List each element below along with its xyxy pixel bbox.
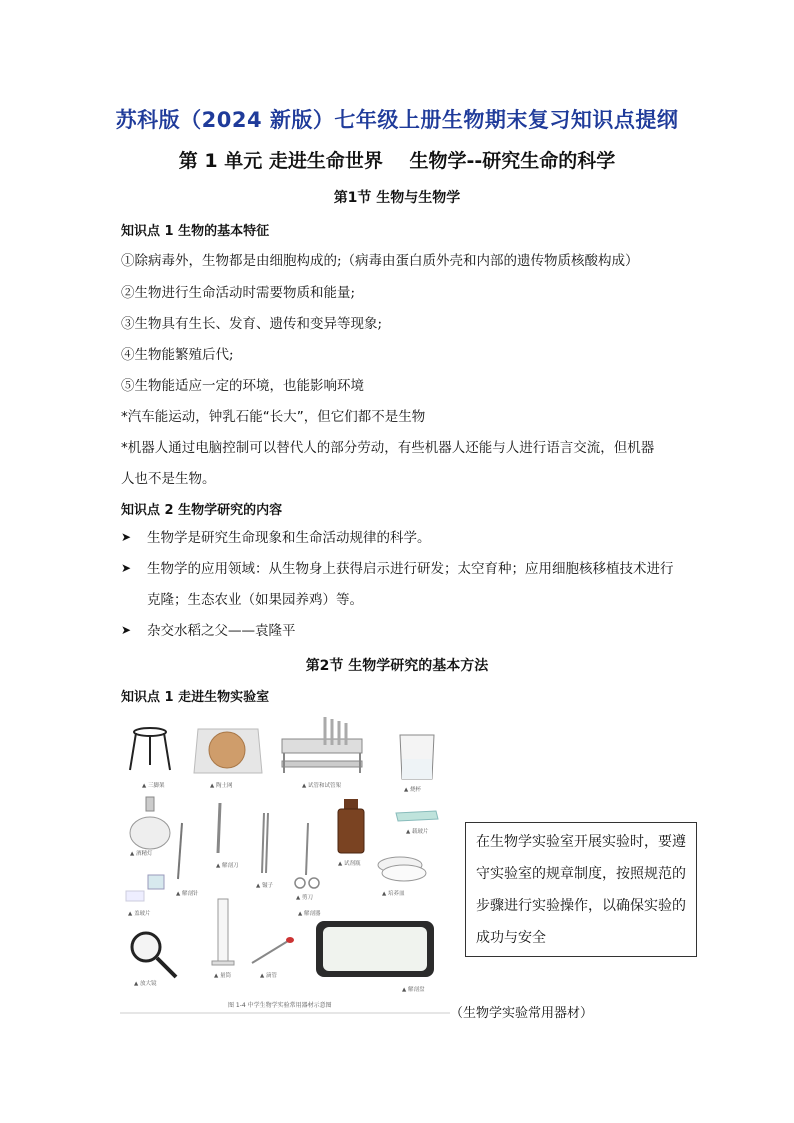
figure-caption: 图 1-4 中学生物学实验常用器材示意图 bbox=[228, 1002, 332, 1009]
figure-label-petri: ▲ 培养皿 bbox=[382, 891, 405, 897]
figure-label-rack: ▲ 试管和试管架 bbox=[302, 783, 341, 789]
figure-label-needle: ▲ 解剖针 bbox=[176, 891, 199, 897]
arrow-bullet-icon: ➤ bbox=[121, 530, 132, 544]
tweezers-icon bbox=[262, 813, 268, 873]
figure-label-tray: ▲ 解剖盘 bbox=[402, 987, 425, 993]
dissecting-needle-icon bbox=[178, 823, 182, 879]
figure-label-scalpel: ▲ 解剖刀 bbox=[216, 863, 239, 869]
unit-label: 第 1 单元 走进生命世界 bbox=[178, 150, 383, 172]
figure-label-dropper: ▲ 滴管 bbox=[260, 973, 277, 979]
s2-kp1-title: 知识点 1 走进生物实验室 bbox=[121, 690, 270, 705]
kp1-line-4: ④生物能繁殖后代; bbox=[121, 347, 234, 363]
kp1-line-5: ⑤生物能适应一定的环境，也能影响环境 bbox=[121, 378, 364, 394]
scalpel-icon bbox=[218, 803, 220, 853]
kp2-title: 知识点 2 生物学研究的内容 bbox=[121, 503, 283, 518]
figure-label-coverslip: ▲ 盖玻片 bbox=[128, 911, 151, 917]
kp1-note-3: 人也不是生物。 bbox=[121, 471, 216, 487]
kp2-bullet-2: ➤ 生物学的应用领域：从生物身上获得启示进行研发；太空育种；应用细胞核移植技术进行克隆；生态农业（如果园养鸡）等。 bbox=[121, 561, 674, 608]
figure-label-tweezers: ▲ 镊子 bbox=[256, 883, 273, 889]
figure-label-cylinder: ▲ 量筒 bbox=[214, 973, 231, 979]
dropper-icon bbox=[252, 937, 294, 963]
lab-equipment-figure bbox=[120, 715, 450, 1015]
figure-label-slide: ▲ 载玻片 bbox=[406, 829, 429, 835]
kp2-bullet-3: ➤ 杂交水稻之父——袁隆平 bbox=[121, 623, 296, 639]
figure-label-dissector: ▲ 解剖器 bbox=[298, 911, 321, 917]
figure-label-beaker: ▲ 烧杯 bbox=[404, 787, 421, 793]
kp1-note-2: *机器人通过电脑控制可以替代人的部分劳动，有些机器人还能与人进行语言交流，但机器 bbox=[121, 440, 655, 456]
figure-label-gauze: ▲ 陶土网 bbox=[210, 783, 233, 789]
kp2-bullet-1: ➤ 生物学是研究生命现象和生命活动规律的科学。 bbox=[121, 530, 431, 546]
glass-slide-icon bbox=[396, 811, 438, 821]
beaker-icon bbox=[400, 735, 434, 779]
alcohol-lamp-icon bbox=[130, 797, 170, 849]
figure-label-tripod: ▲ 三脚架 bbox=[142, 783, 165, 789]
test-tube-rack-icon bbox=[282, 717, 362, 773]
petri-dish-icon bbox=[378, 857, 426, 881]
kp1-note-1: *汽车能运动，钟乳石能“长大”，但它们都不是生物 bbox=[121, 409, 426, 425]
kp1-line-3: ③生物具有生长、发育、遗传和变异等现象; bbox=[121, 316, 383, 332]
figure-label-bottle: ▲ 试剂瓶 bbox=[338, 861, 361, 867]
figure-label-lamp: ▲ 酒精灯 bbox=[130, 851, 153, 857]
dissecting-tray-icon bbox=[316, 921, 434, 977]
scissors-icon bbox=[295, 823, 319, 888]
tripod-icon bbox=[130, 728, 170, 770]
arrow-bullet-icon: ➤ bbox=[121, 623, 132, 637]
kp1-line-2: ②生物进行生命活动时需要物质和能量; bbox=[121, 285, 356, 301]
kp1-line-1: ①除病毒外，生物都是由细胞构成的;（病毒由蛋白质外壳和内部的遗传物质核酸构成） bbox=[121, 253, 639, 269]
arrow-bullet-icon: ➤ bbox=[121, 561, 132, 575]
unit-topic: 生物学--研究生命的科学 bbox=[409, 150, 616, 172]
graduated-cylinder-icon bbox=[212, 899, 234, 965]
cover-slip-icon bbox=[126, 875, 164, 901]
unit-heading bbox=[0, 146, 794, 173]
section-1-heading: 第1节 生物与生物学 bbox=[333, 190, 461, 206]
lab-rules-note-box: 在生物学实验室开展实验时，要遵守实验室的规章制度，按照规范的步骤进行实验操作，以确保实验的成功与安全 bbox=[465, 822, 697, 957]
magnifier-icon bbox=[132, 933, 176, 977]
reagent-bottle-icon bbox=[338, 799, 364, 853]
section-2-heading: 第2节 生物学研究的基本方法 bbox=[305, 658, 489, 674]
figure-caption-right: （生物学实验常用器材） bbox=[450, 1006, 594, 1021]
figure-label-scissors: ▲ 剪刀 bbox=[296, 895, 313, 901]
figure-label-magnifier: ▲ 放大镜 bbox=[134, 981, 157, 987]
ceramic-gauze-icon bbox=[194, 729, 262, 773]
document-title: 苏科版（2024 新版）七年级上册生物期末复习知识点提纲 bbox=[115, 108, 679, 132]
kp1-title: 知识点 1 生物的基本特征 bbox=[121, 224, 270, 239]
